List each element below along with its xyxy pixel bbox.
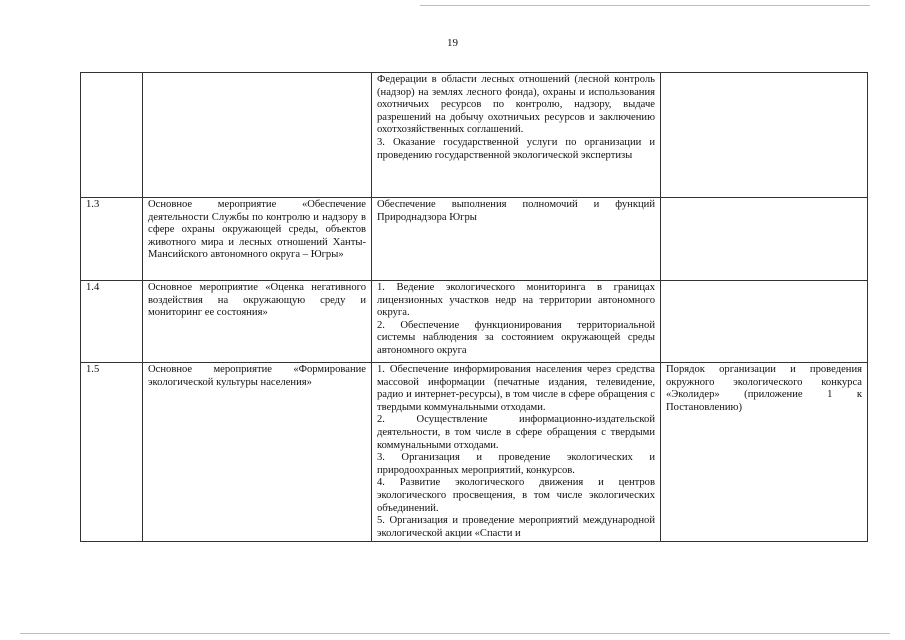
- table-row: [81, 198, 868, 281]
- measure-item: 2. Обеспечение функционирования территориальной системы наблюдения за состоянием окружающей среды автономного округа: [377, 319, 655, 356]
- measure-item: Обеспечение выполнения полномочий и функций Природнадзора Югры: [377, 199, 655, 223]
- scan-artifact-bottom: [20, 633, 890, 634]
- reference-cell: [661, 73, 868, 198]
- measure-item: Федерации в области лесных отношений (лесной контроль (надзор) на землях лесного фонда), охраны и использования охотничьих ресурсов по контролю, надзору, выдаче разрешений на добычу охотничьих ресурсов и заключению охотхозяйственных соглашений.: [377, 74, 655, 136]
- measure-item: 1. Обеспечение информирования населения через средства массовой информации (печатные издания, телевидение, радио и интернет-ресурсы), в том числе в сфере обращения с твердыми коммунальными отходами.: [377, 364, 655, 413]
- row-number: 1.4: [81, 281, 143, 363]
- reference-cell: [661, 281, 868, 363]
- measure-item: 3. Оказание государственной услуги по организации и проведению государственной экологической экспертизы: [377, 136, 655, 161]
- table-row: [81, 363, 868, 542]
- activity-cell: Основное мероприятие «Обеспечение деятельности Службы по контролю и надзору в сфере охраны окружающей среды, объектов животного мира и лесных отношений Ханты-Мансийского автономного округа – Югры»: [143, 198, 372, 281]
- measure-item: 1. Ведение экологического мониторинга в границах лицензионных участков недр на территории автономного округа.: [377, 282, 655, 319]
- measures-table: [80, 72, 868, 542]
- activity-cell: Основное мероприятие «Формирование экологической культуры населения»: [143, 363, 372, 542]
- table-row: [81, 281, 868, 363]
- table-row: [81, 73, 868, 198]
- measures-cell: [372, 363, 661, 542]
- measure-item: 5. Организация и проведение мероприятий международной экологической акции «Спасти и: [377, 515, 655, 539]
- measure-item: 3. Организация и проведение экологических и природоохранных мероприятий, конкурсов.: [377, 452, 655, 476]
- activity-cell: [143, 73, 372, 198]
- measures-cell: [372, 73, 661, 198]
- reference-cell: Порядок организации и проведения окружного экологического конкурса «Эколидер» (приложение 1 к Постановлению): [661, 363, 868, 542]
- row-number: [81, 73, 143, 198]
- activity-cell: Основное мероприятие «Оценка негативного воздействия на окружающую среду и мониторинг ее состояния»: [143, 281, 372, 363]
- measures-cell: [372, 281, 661, 363]
- row-number: 1.3: [81, 198, 143, 281]
- measures-cell: [372, 198, 661, 281]
- measure-item: 4. Развитие экологического движения и центров экологического просвещения, в том числе экологических объединений.: [377, 477, 655, 514]
- measure-item: 2. Осуществление информационно-издательской деятельности, в том числе в сфере обращения с твердыми коммунальными отходами.: [377, 414, 655, 451]
- page-number: 19: [447, 37, 458, 49]
- row-number: 1.5: [81, 363, 143, 542]
- scan-artifact-top: [420, 5, 870, 6]
- reference-cell: [661, 198, 868, 281]
